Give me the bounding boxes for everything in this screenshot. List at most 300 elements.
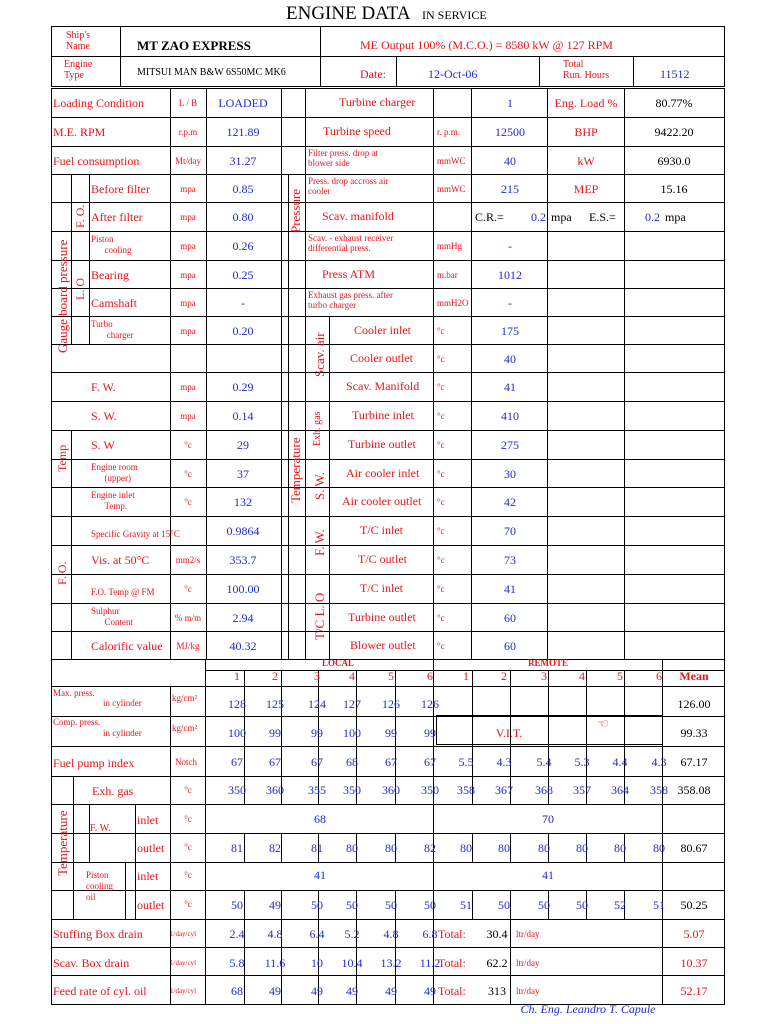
local-cyl-number: 4 — [349, 669, 355, 683]
fuel-pump-unit: Notch — [175, 757, 197, 767]
left-row-label: Bearing — [91, 268, 129, 282]
feed-rate-local-value: 49 — [311, 984, 323, 998]
remote-cyl-number: 2 — [501, 669, 507, 683]
pc-inlet-label: inlet — [137, 869, 159, 883]
feed-rate-total-label: Total: — [438, 984, 466, 998]
bottom-fw-label: F. W. — [90, 823, 111, 834]
stuffing-box-total-label: Total: — [438, 927, 466, 941]
mid-row-unit: °c — [437, 440, 445, 450]
exh-gas-remote-value: 357 — [573, 783, 591, 797]
feed-rate-local-value: 49 — [269, 984, 281, 998]
fuel-pump-local-value: 68 — [346, 755, 358, 769]
left-row-value: 37 — [237, 467, 249, 481]
comp-press-label: in cylinder — [103, 728, 142, 738]
max-press-local-value: 125 — [266, 697, 284, 711]
fw-outlet-local-value: 82 — [269, 841, 281, 855]
engine-type-label: Engine — [64, 59, 93, 70]
pointer-icon: ☜ — [597, 716, 609, 731]
tclo-label: T/C L. O — [312, 592, 327, 640]
remote-cyl-number: 5 — [617, 669, 623, 683]
fo2-group-label: F. O. — [55, 561, 69, 585]
grid-line-v — [205, 659, 206, 1005]
mid-row-value: 12500 — [495, 125, 525, 139]
left-row-value: 121.89 — [226, 125, 260, 139]
left-row-value: 0.9864 — [226, 524, 260, 538]
left-row-value: 132 — [234, 495, 252, 509]
mid-row-value: 175 — [501, 324, 519, 338]
stuffing-box-total-unit: ltr/day — [516, 929, 540, 939]
left-row-label: Camshaft — [91, 296, 137, 310]
left-row-label: After filter — [91, 210, 143, 224]
exh-gas-remote-value: 368 — [535, 783, 553, 797]
pressure-group-label: Pressure — [288, 188, 303, 233]
mean-label: Mean — [679, 669, 709, 683]
left-row-unit: mpa — [180, 241, 196, 251]
pc-outlet-local-value: 50 — [424, 898, 436, 912]
mid-row-label: Air cooler inlet — [346, 466, 420, 480]
max-press-local-value: 126 — [382, 697, 400, 711]
exh-gas-local-value: 350 — [228, 783, 246, 797]
left-row-value: 0.14 — [232, 409, 254, 423]
mid-row-unit: °c — [437, 497, 445, 507]
comp-press-local-value: 99 — [385, 726, 397, 740]
pc-outlet-local-value: 50 — [346, 898, 358, 912]
left-row-label: cooling — [91, 245, 132, 255]
scav-box-drain-local-value: 10 — [311, 956, 323, 970]
sw-label: S. W. — [312, 472, 327, 500]
mid-row-unit: °c — [437, 354, 445, 364]
local-cyl-number: 1 — [234, 669, 240, 683]
exh-gas-local-value: 360 — [266, 783, 284, 797]
grid-line-v — [724, 88, 725, 660]
grid-line-v — [510, 919, 511, 1005]
grid-line-v — [662, 659, 663, 1005]
es-label: E.S.= — [589, 210, 616, 224]
grid-line-v — [73, 776, 74, 920]
ship-name-label: Name — [66, 41, 90, 52]
stuffing-box-total: 30.4 — [486, 927, 508, 941]
left-row-label: (upper) — [91, 473, 131, 483]
fw-label: F. W. — [312, 529, 327, 556]
temperature-group-label: Temperature — [288, 437, 303, 503]
scav-box-drain-label: Scav. Box drain — [53, 956, 130, 970]
scav-box-drain-total-label: Total: — [438, 956, 466, 970]
mid-row-value: 30 — [504, 467, 516, 481]
es-value: 0.2 — [645, 210, 660, 224]
mid-row-value: - — [508, 296, 512, 310]
run-hours-label: Total — [563, 59, 584, 70]
fuel-pump-remote-value: 4.3 — [496, 755, 512, 769]
fw-inlet-label: inlet — [137, 813, 159, 827]
fuel-pump-mean: 67.17 — [680, 755, 708, 769]
left-row-label: Content — [91, 617, 133, 627]
fuel-pump-local-value: 67 — [231, 755, 243, 769]
vit-box — [436, 715, 663, 745]
comp-press-local-value: 100 — [228, 726, 246, 740]
mid-row-value: 60 — [504, 611, 516, 625]
feed-rate-mean: 52.17 — [680, 984, 708, 998]
mid-row-label: Turbine charger — [339, 95, 416, 109]
fw-inlet-remote: 70 — [542, 812, 554, 826]
left-row-value: 29 — [237, 438, 249, 452]
mid-row-label: Turbine outlet — [348, 610, 416, 624]
max-press-unit: kg/cm² — [172, 693, 198, 703]
left-row-label: Piston — [91, 234, 114, 244]
mid-row-unit: °c — [437, 382, 445, 392]
grid-line-v — [51, 26, 52, 87]
grid-line-v — [125, 862, 126, 920]
right-row-value: 6930.0 — [657, 154, 691, 168]
left-row-label: F. W. — [91, 380, 116, 394]
fw-outlet-local-value: 81 — [311, 841, 323, 855]
left-row-unit: MJ/kg — [176, 641, 200, 651]
pc-outlet-local-value: 50 — [311, 898, 323, 912]
stuffing-box-local-value: 4.8 — [383, 927, 399, 941]
mid-row-value: 41 — [504, 582, 516, 596]
cr-unit: mpa — [551, 210, 572, 224]
left-row-unit: Mt/day — [175, 156, 201, 166]
stuffing-box-local-value: 4.8 — [267, 927, 283, 941]
temp-group-label: Temp — [55, 444, 69, 472]
left-row-unit: mpa — [180, 411, 196, 421]
fw-outlet-remote-value: 80 — [653, 841, 665, 855]
left-row-unit: mpa — [180, 184, 196, 194]
left-row-unit: °c — [184, 584, 192, 594]
left-row-unit: mpa — [180, 326, 196, 336]
cr-label: C.R.= — [475, 210, 504, 224]
exh-gas-local-value: 355 — [308, 783, 326, 797]
left-row-label: S. W. — [91, 409, 117, 423]
left-row-unit: °c — [184, 497, 192, 507]
local-cyl-number: 3 — [314, 669, 320, 683]
exh-gas-remote-value: 358 — [457, 783, 475, 797]
pc-outlet-remote-value: 51 — [460, 898, 472, 912]
left-row-unit: % m/m — [174, 613, 202, 623]
mid-row-label: T/C inlet — [360, 523, 403, 537]
grid-line-v — [244, 890, 245, 1005]
piston-cooling-label: cooling — [86, 881, 113, 891]
left-row-unit: °c — [184, 440, 192, 450]
run-hours-label: Run. Hours — [563, 70, 610, 81]
date-value: 12-Oct-06 — [428, 67, 478, 81]
grid-line-v — [320, 26, 321, 87]
scav-box-drain-local-value: 10.4 — [341, 956, 363, 970]
mid-row-label: Press ATM — [322, 267, 376, 281]
fuel-pump-remote-value: 5.4 — [536, 755, 552, 769]
grid-line-v — [633, 56, 634, 87]
feed-rate-unit: 1/day/cyl — [170, 987, 197, 995]
pc-outlet-label: outlet — [137, 898, 165, 912]
mid-row-label: Turbine speed — [323, 124, 391, 138]
exh-gas-local-value: 350 — [343, 783, 361, 797]
fw-outlet-local-value: 80 — [385, 841, 397, 855]
comp-press-mean: 99.33 — [680, 726, 708, 740]
feed-rate-label: Feed rate of cyl. oil — [53, 984, 147, 998]
fw-outlet-local-value: 82 — [424, 841, 436, 855]
mid-row-label: Turbine outlet — [348, 437, 416, 451]
grid-line-h — [51, 947, 725, 948]
mid-row-label: blower side — [308, 158, 350, 168]
left-row-label: Fuel consumption — [53, 154, 140, 168]
mid-row-value: 42 — [504, 495, 516, 509]
fuel-pump-local-value: 67 — [311, 755, 323, 769]
exh-gas-remote-value: 358 — [650, 783, 668, 797]
mid-row-unit: °c — [437, 641, 445, 651]
mid-row-value: 1 — [507, 96, 513, 110]
left-row-unit: mpa — [180, 382, 196, 392]
fuel-pump-remote-value: 4.4 — [612, 755, 628, 769]
left-row-unit: mpa — [180, 298, 196, 308]
left-row-label: Loading Condition — [53, 96, 144, 110]
left-row-value: 0.26 — [232, 239, 254, 253]
pc-inlet-local: 41 — [314, 868, 326, 882]
exh-gas-remote-value: 364 — [611, 783, 629, 797]
mid-row-unit: r. p.m. — [437, 127, 461, 137]
fw-outlet-label: outlet — [137, 841, 165, 855]
mid-row-unit: mmHg — [437, 241, 463, 251]
grid-line-v — [170, 686, 171, 1005]
local-cyl-number: 2 — [272, 669, 278, 683]
scav-box-drain-local-value: 13.2 — [380, 956, 402, 970]
grid-line-v — [471, 88, 472, 660]
comp-press-local-value: 99 — [424, 726, 436, 740]
left-row-value: 0.29 — [232, 380, 254, 394]
left-row-label: Before filter — [91, 182, 150, 196]
engine-type-label: Type — [64, 70, 84, 81]
right-row-value: 15.16 — [660, 182, 688, 196]
left-row-unit: °c — [184, 469, 192, 479]
left-row-label: Specific Gravity at 15°C — [91, 529, 180, 539]
left-row-value: 100.00 — [226, 582, 260, 596]
grid-line-v — [539, 56, 540, 87]
grid-line-v — [472, 890, 473, 920]
fuel-pump-local-value: 67 — [269, 755, 281, 769]
left-row-value: 0.80 — [232, 210, 254, 224]
ship-name: MT ZAO EXPRESS — [137, 38, 251, 53]
fw-outlet-remote-value: 80 — [614, 841, 626, 855]
fuel-pump-remote-value: 5.5 — [458, 755, 474, 769]
mid-row-value: 40 — [504, 352, 516, 366]
feed-rate-total: 313 — [488, 984, 506, 998]
stuffing-box-local-value: 5.2 — [344, 927, 360, 941]
mid-row-value: - — [508, 239, 512, 253]
comp-press-unit: kg/cm² — [172, 723, 198, 733]
comp-press-local-value: 100 — [343, 726, 361, 740]
remote-cyl-number: 3 — [541, 669, 547, 683]
feed-rate-local-value: 49 — [346, 984, 358, 998]
right-row-label: kW — [577, 154, 595, 168]
left-row-value: 353.7 — [229, 553, 257, 567]
comp-press-label: Comp. press. — [53, 717, 101, 727]
exh-gas-mean: 358.08 — [677, 783, 711, 797]
grid-line-h — [51, 56, 725, 57]
left-row-unit: r.p.m — [178, 127, 198, 137]
lo-group-label: L. O — [73, 278, 87, 300]
grid-line-v — [288, 174, 289, 660]
mid-row-unit: °c — [437, 411, 445, 421]
max-press-local-value: 124 — [308, 697, 326, 711]
left-row-label: Sulphur — [91, 606, 120, 616]
grid-line-v — [281, 88, 282, 660]
left-row-value: 0.85 — [232, 182, 254, 196]
left-row-label: M.E. RPM — [53, 125, 106, 139]
fw-outlet-mean: 80.67 — [680, 841, 708, 855]
comp-press-local-value: 99 — [311, 726, 323, 740]
stuffing-box-unit: 1/day/cyl — [170, 930, 197, 938]
mid-row-unit: °c — [437, 526, 445, 536]
scav-box-drain-local-value: 11.2 — [419, 956, 441, 970]
fw-outlet-remote-value: 80 — [576, 841, 588, 855]
grid-line-v — [510, 890, 511, 920]
fw-inlet-unit: °c — [184, 814, 192, 824]
piston-cooling-label: Piston — [86, 870, 109, 880]
cr-value: 0.2 — [531, 210, 546, 224]
left-row-unit: mm2/s — [175, 555, 201, 565]
stuffing-box-local-value: 6.4 — [309, 927, 325, 941]
right-row-value: 9422.20 — [654, 125, 694, 139]
grid-line-v — [724, 659, 725, 1005]
fw-outlet-local-value: 81 — [231, 841, 243, 855]
pc-outlet-remote-value: 52 — [614, 898, 626, 912]
scav-box-drain-total-unit: ltr/day — [516, 958, 540, 968]
mid-row-label: T/C inlet — [360, 581, 403, 595]
mid-row-label: differential press. — [308, 243, 371, 253]
mid-row-label: Filter press. drop at — [308, 148, 378, 158]
mid-row-value: 73 — [504, 553, 516, 567]
pc-outlet-remote-value: 50 — [576, 898, 588, 912]
grid-line-v — [510, 833, 511, 863]
vit-label: V.I.T. — [495, 726, 523, 740]
left-row-label: Turbo — [91, 319, 113, 329]
fw-outlet-local-value: 80 — [346, 841, 358, 855]
grid-line-v — [329, 316, 330, 660]
left-row-unit: mpa — [180, 212, 196, 222]
pc-outlet-remote-value: 51 — [653, 898, 665, 912]
pc-outlet-remote-value: 50 — [498, 898, 510, 912]
local-cyl-number: 6 — [427, 669, 433, 683]
fw-outlet-remote-value: 80 — [538, 841, 550, 855]
left-row-value: 40.32 — [229, 639, 257, 653]
mid-row-unit: mmWC — [437, 156, 466, 166]
run-hours-value: 11512 — [660, 67, 690, 81]
mid-row-label: Press. drop accross air — [308, 176, 389, 186]
mid-row-unit: °c — [437, 584, 445, 594]
mid-row-unit: °c — [437, 326, 445, 336]
mid-row-value: 410 — [501, 409, 519, 423]
grid-line-v — [396, 56, 397, 87]
left-row-label: Vis. at 50°C — [91, 553, 150, 567]
remote-cyl-number: 1 — [463, 669, 469, 683]
mid-row-value: 60 — [504, 639, 516, 653]
right-row-label: MEP — [573, 182, 599, 196]
me-output: ME Output 100% (M.C.O.) = 8580 kW @ 127 RPM — [360, 38, 613, 52]
mid-row-value: 275 — [501, 438, 519, 452]
grid-line-v — [433, 88, 434, 660]
page-title: ENGINE DATA — [286, 3, 411, 24]
grid-line-v — [206, 88, 207, 660]
mid-row-label: Air cooler outlet — [342, 494, 422, 508]
feed-rate-total-unit: ltr/day — [516, 986, 540, 996]
stuffing-box-local-value: 6.8 — [422, 927, 438, 941]
max-press-local-value: 128 — [228, 697, 246, 711]
grid-line-v — [281, 833, 282, 863]
mid-row-unit: m.bar — [437, 270, 458, 280]
grid-line-v — [51, 659, 52, 1005]
grid-line-v — [472, 833, 473, 863]
grid-line-v — [624, 88, 625, 660]
scav-air-label: Scav. air — [312, 332, 327, 377]
left-row-value: - — [241, 296, 245, 310]
right-row-label: Eng. Load % — [554, 96, 618, 110]
grid-line-v — [135, 804, 136, 920]
pc-inlet-unit: °c — [184, 870, 192, 880]
exh-gas-local-value: 360 — [382, 783, 400, 797]
mid-row-unit: °c — [437, 613, 445, 623]
left-row-label: F.O. Temp @ FM — [91, 587, 155, 597]
remote-label: REMOTE — [527, 658, 569, 668]
mid-row-value: 1012 — [498, 268, 522, 282]
pc-outlet-remote-value: 50 — [538, 898, 550, 912]
piston-cooling-label: oil — [86, 892, 96, 902]
grid-line-v — [71, 431, 72, 660]
fw-outlet-unit: °c — [184, 842, 192, 852]
exh-gas-label: Exh. gas — [312, 411, 323, 446]
fuel-pump-local-value: 67 — [424, 755, 436, 769]
scav-box-drain-local-value: 5.8 — [229, 956, 245, 970]
feed-rate-local-value: 49 — [385, 984, 397, 998]
ship-name-label: Ship's — [66, 30, 91, 41]
mid-row-label: T/C outlet — [358, 552, 407, 566]
left-row-label: S. W — [91, 438, 115, 452]
date-label: Date: — [360, 67, 386, 81]
grid-line-v — [120, 26, 121, 87]
mid-row-label: Cooler outlet — [350, 351, 413, 365]
fuel-pump-local-value: 67 — [385, 755, 397, 769]
grid-line-h — [51, 975, 725, 976]
left-row-unit: mpa — [180, 270, 196, 280]
scav-box-drain-local-value: 11.6 — [264, 956, 286, 970]
mid-row-label: Exhaust gas press. after — [308, 290, 393, 300]
mid-row-label: Scav. manifold — [322, 209, 394, 223]
fw-outlet-remote-value: 80 — [498, 841, 510, 855]
pc-outlet-mean: 50.25 — [680, 898, 708, 912]
fuel-pump-label: Fuel pump index — [53, 756, 135, 770]
grid-line-v — [51, 88, 52, 660]
grid-line-h — [51, 26, 725, 27]
scav-box-drain-mean: 10.37 — [680, 956, 708, 970]
grid-line-v — [724, 26, 725, 87]
es-unit: mpa — [665, 210, 686, 224]
mid-row-label: Scav. Manifold — [346, 379, 420, 393]
grid-line-v — [89, 174, 90, 345]
grid-line-v — [305, 174, 306, 660]
mid-row-value: 41 — [504, 380, 516, 394]
pc-inlet-remote: 41 — [542, 868, 554, 882]
local-cyl-number: 5 — [388, 669, 394, 683]
mid-row-label: turbo charger — [308, 300, 357, 310]
grid-line-h — [51, 86, 725, 87]
grid-line-v — [244, 833, 245, 863]
pc-outlet-local-value: 49 — [269, 898, 281, 912]
mid-row-label: cooler — [308, 186, 331, 196]
max-press-local-value: 127 — [343, 697, 361, 711]
pc-outlet-unit: °c — [184, 899, 192, 909]
mid-row-label: Blower outlet — [350, 638, 416, 652]
stuffing-box-local-value: 2.4 — [229, 927, 245, 941]
left-row-value: 0.20 — [232, 324, 254, 338]
mid-row-label: Cooler inlet — [354, 323, 411, 337]
max-press-label: Max. press. — [53, 688, 95, 698]
